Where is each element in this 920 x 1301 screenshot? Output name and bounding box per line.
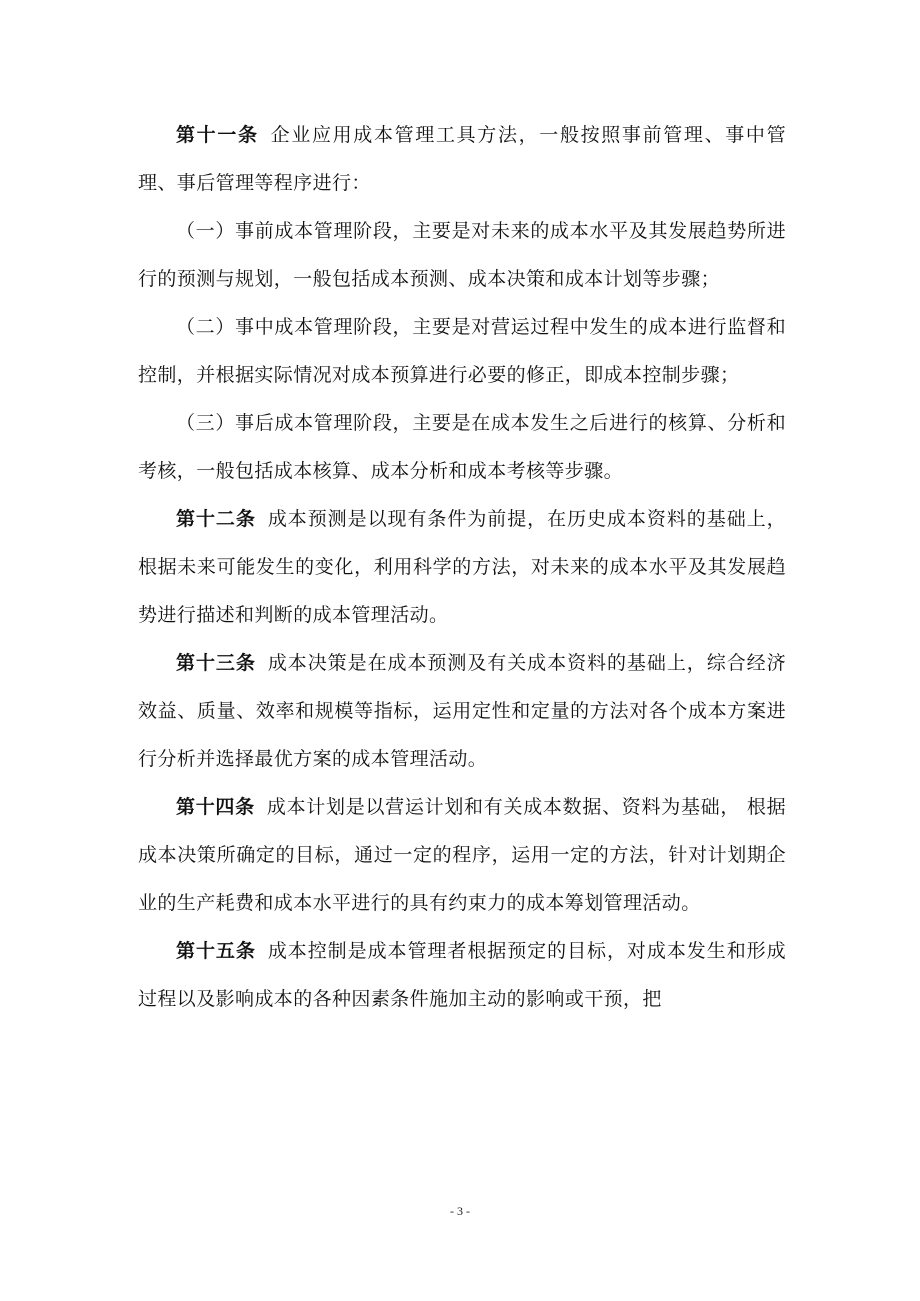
article-number: 第十二条 [176,508,256,530]
paragraph-article-13 [138,639,786,783]
paragraph-text: （一）事前成本管理阶段，主要是对未来的成本水平及其发展趋势所进行的预测与规划，一般包括成本预测、成本决策和成本计划等步骤； [138,220,786,290]
article-number: 第十四条 [176,796,255,818]
paragraph-article-15 [138,927,786,1023]
paragraph-item-1 [138,207,786,303]
paragraph-text: （三）事后成本管理阶段，主要是在成本发生之后进行的核算、分析和考核，一般包括成本核算、成本分析和成本考核等步骤。 [138,412,786,482]
article-number: 第十三条 [176,652,256,674]
paragraph-article-14 [138,783,786,927]
paragraph-text: 企业应用成本管理工具方法，一般按照事前管理、事中管理、事后管理等程序进行： [138,124,786,194]
article-number: 第十一条 [176,124,259,146]
document-body [138,111,786,1023]
paragraph-text: 成本控制是成本管理者根据预定的目标，对成本发生和形成过程以及影响成本的各种因素条件施加主动的影响或干预，把 [138,940,786,1010]
paragraph-text: 成本决策是在成本预测及有关成本资料的基础上，综合经济效益、质量、效率和规模等指标，运用定性和定量的方法对各个成本方案进行分析并选择最优方案的成本管理活动。 [138,652,786,770]
paragraph-text: 成本预测是以现有条件为前提，在历史成本资料的基础上，根据未来可能发生的变化，利用科学的方法，对未来的成本水平及其发展趋势进行描述和判断的成本管理活动。 [138,508,786,626]
paragraph-text: 成本计划是以营运计划和有关成本数据、资料为基础， 根据成本决策所确定的目标，通过一定的程序，运用一定的方法，针对计划期企业的生产耗费和成本水平进行的具有约束力的成本筹划管理活动。 [138,796,786,914]
paragraph-article-12 [138,495,786,639]
paragraph-text: （二）事中成本管理阶段，主要是对营运过程中发生的成本进行监督和控制，并根据实际情况对成本预算进行必要的修正，即成本控制步骤； [138,316,786,386]
page-number: - 3 - [450,1204,470,1218]
article-number: 第十五条 [176,940,256,962]
paragraph-item-2 [138,303,786,399]
paragraph-article-11 [138,111,786,207]
paragraph-item-3 [138,399,786,495]
